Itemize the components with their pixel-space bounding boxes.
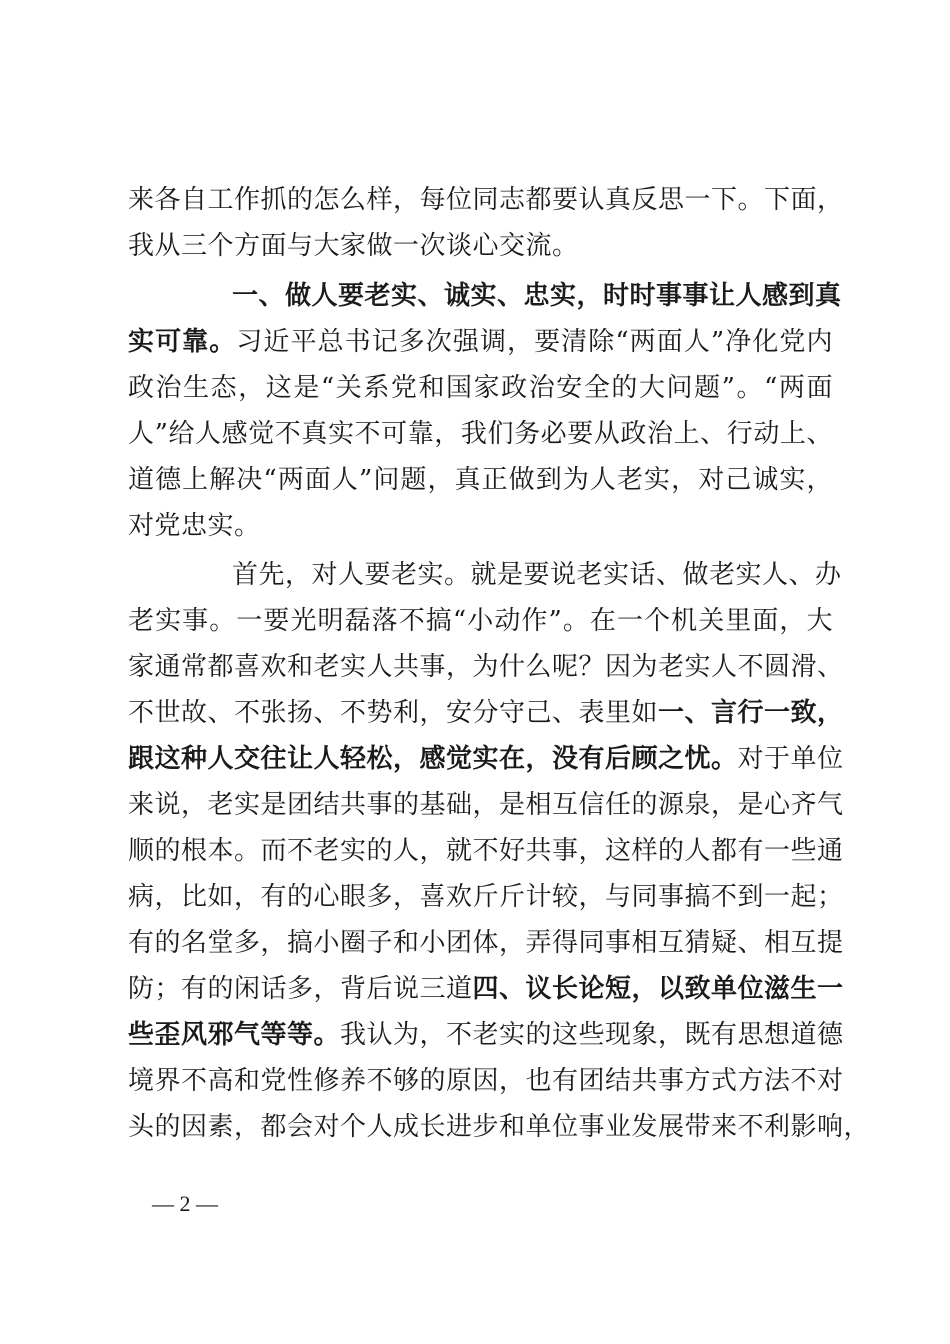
text-line: 对党忠实。 [128,511,261,541]
text-line: 首先，对人要老实。就是要说老实话、做老实人、办 [232,560,842,590]
section-heading: 一、做人要老实、诚实、忠实，时时事事让人感到真 [232,281,842,311]
text-line: 家通常都喜欢和老实人共事，为什么呢？因为老实人不圆滑、 [128,652,844,682]
text-line: 不世故、不张扬、不势利，安分守己、表里如一、言行一致， [128,698,844,728]
page-number: — 2 — [152,1191,218,1216]
text-line: 头的因素，都会对个人成长进步和单位事业发展带来不利影响， [128,1112,871,1142]
text-line: 道德上解决“两面人”问题，真正做到为人老实，对己诚实， [128,465,833,495]
text-line: 政治生态，这是“关系党和国家政治安全的大问题”。“两面 [128,373,833,403]
text-line: 有的名堂多，搞小圈子和小团体，弄得同事相互猜疑、相互提 [128,928,844,958]
text-line: 我从三个方面与大家做一次谈心交流。 [128,231,579,261]
text-line: 境界不高和党性修养不够的原因，也有团结共事方式方法不对 [128,1066,844,1096]
text-line: 来说，老实是团结共事的基础，是相互信任的源泉，是心齐气 [128,790,844,820]
text-line: 顺的根本。而不老实的人，就不好共事，这样的人都有一些通 [128,836,844,866]
text-line: 防；有的闲话多，背后说三道四、议长论短，以致单位滋生一 [128,974,844,1004]
text-line: 来各自工作抓的怎么样，每位同志都要认真反思一下。下面， [128,185,844,215]
text-line: 实可靠。习近平总书记多次强调，要清除“两面人”净化党内 [128,327,833,357]
text-line: 跟这种人交往让人轻松，感觉实在，没有后顾之忧。对于单位 [128,744,844,774]
text-line: 些歪风邪气等等。我认为，不老实的这些现象，既有思想道德 [128,1020,844,1050]
text-line: 病，比如，有的心眼多，喜欢斤斤计较，与同事搞不到一起； [128,882,844,912]
text-line: 老实事。一要光明磊落不搞“小动作”。在一个机关里面，大 [128,606,833,636]
text-line: 人”给人感觉不真实不可靠，我们务必要从政治上、行动上、 [128,419,833,449]
